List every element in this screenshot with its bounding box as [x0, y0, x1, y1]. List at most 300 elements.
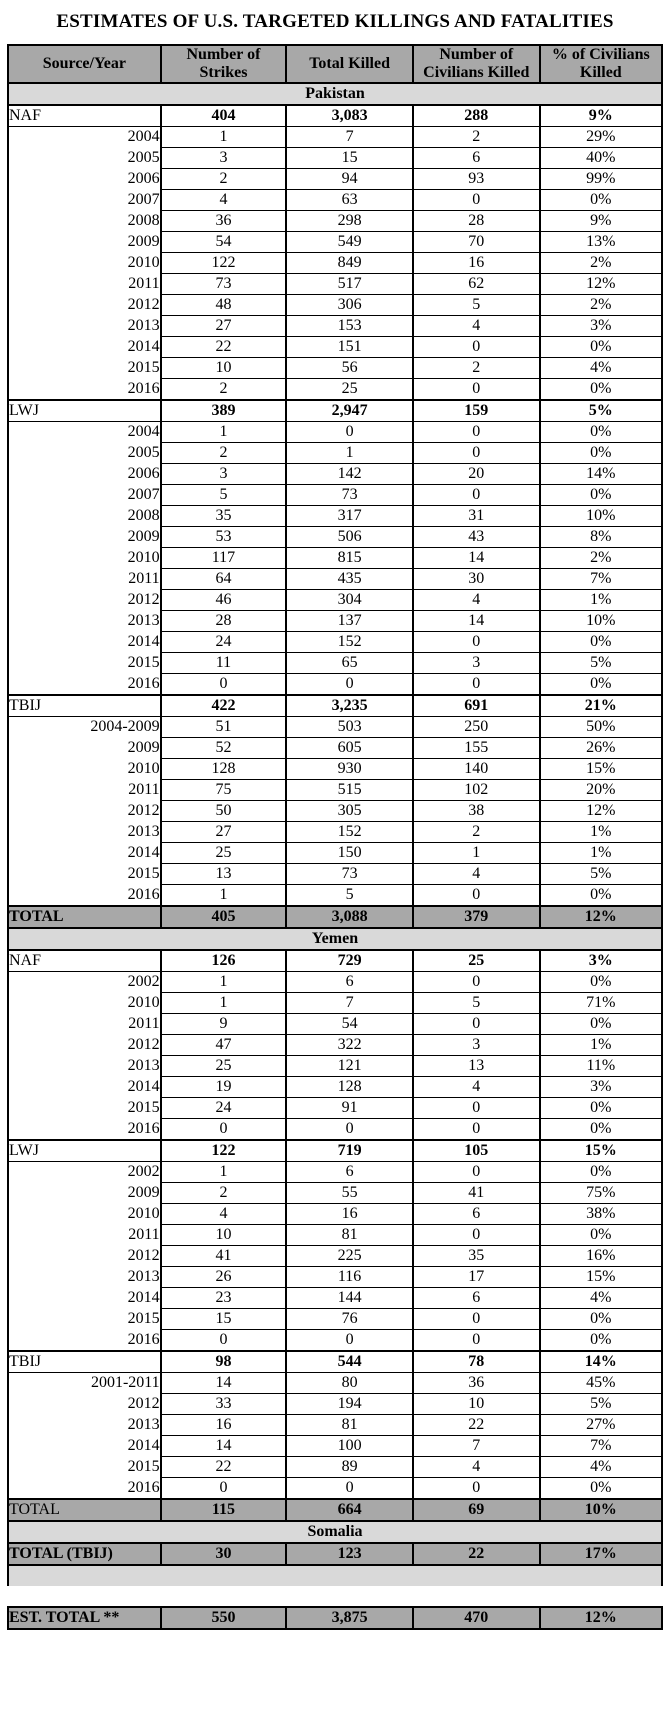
data-cell: 0 [413, 1014, 540, 1035]
source-label: LWJ [8, 400, 161, 422]
data-cell: 15 [286, 148, 413, 169]
table-row [8, 295, 662, 316]
data-cell: 71% [540, 993, 662, 1014]
data-cell: 3 [161, 148, 287, 169]
data-cell: 2% [540, 548, 662, 569]
data-cell: 4 [161, 1204, 287, 1225]
data-cell: 4% [540, 1457, 662, 1478]
year-label: 2015 [8, 1457, 161, 1478]
table-row [8, 759, 662, 780]
source-summary-row [8, 950, 662, 972]
data-cell: 137 [286, 611, 413, 632]
data-cell: 11% [540, 1056, 662, 1077]
source-label: TBIJ [8, 695, 161, 717]
data-cell: 2 [161, 169, 287, 190]
year-label: 2012 [8, 295, 161, 316]
year-label: 2013 [8, 1056, 161, 1077]
summary-cell: 25 [413, 950, 540, 972]
summary-cell: 78 [413, 1351, 540, 1373]
year-label: 2004 [8, 127, 161, 148]
data-cell: 4% [540, 358, 662, 379]
data-cell: 930 [286, 759, 413, 780]
year-label: 2010 [8, 253, 161, 274]
table-row [8, 1204, 662, 1225]
data-cell: 0 [161, 1119, 287, 1141]
data-cell: 48 [161, 295, 287, 316]
data-cell: 73 [286, 485, 413, 506]
data-cell: 16 [161, 1415, 287, 1436]
data-cell: 27 [161, 316, 287, 337]
data-cell: 14 [161, 1436, 287, 1457]
data-cell: 0% [540, 632, 662, 653]
data-cell: 605 [286, 738, 413, 759]
summary-cell: 729 [286, 950, 413, 972]
data-cell: 3 [161, 464, 287, 485]
table-row [8, 822, 662, 843]
column-header: Total Killed [286, 45, 413, 83]
year-label: 2014 [8, 1436, 161, 1457]
total-cell: 30 [161, 1543, 287, 1565]
total-cell: 69 [413, 1499, 540, 1521]
source-label: NAF [8, 950, 161, 972]
data-cell: 0% [540, 443, 662, 464]
year-label: 2005 [8, 148, 161, 169]
source-label: LWJ [8, 1140, 161, 1162]
data-cell: 23 [161, 1288, 287, 1309]
grand-total-cell: 12% [540, 1607, 662, 1629]
summary-cell: 126 [161, 950, 287, 972]
data-cell: 89 [286, 1457, 413, 1478]
data-cell: 10 [161, 358, 287, 379]
data-cell: 1 [161, 972, 287, 993]
data-cell: 155 [413, 738, 540, 759]
data-cell: 54 [161, 232, 287, 253]
table-row [8, 653, 662, 674]
data-cell: 4 [413, 590, 540, 611]
total-row [8, 1543, 662, 1565]
table-row [8, 1035, 662, 1056]
data-cell: 19 [161, 1077, 287, 1098]
data-cell: 0% [540, 1119, 662, 1141]
year-label: 2011 [8, 1225, 161, 1246]
summary-cell: 5% [540, 400, 662, 422]
data-cell: 5 [286, 885, 413, 907]
data-cell: 0 [286, 1330, 413, 1352]
source-label: TBIJ [8, 1351, 161, 1373]
data-cell: 9% [540, 211, 662, 232]
spacer-cell [8, 1565, 662, 1586]
data-cell: 35 [161, 506, 287, 527]
data-cell: 1 [286, 443, 413, 464]
data-cell: 22 [413, 1415, 540, 1436]
gap-cell [8, 1586, 662, 1607]
table-row [8, 569, 662, 590]
data-cell: 5 [413, 993, 540, 1014]
data-cell: 1 [161, 127, 287, 148]
data-cell: 94 [286, 169, 413, 190]
year-label: 2016 [8, 379, 161, 401]
table-row [8, 253, 662, 274]
year-label: 2006 [8, 464, 161, 485]
data-cell: 4% [540, 1288, 662, 1309]
data-cell: 128 [161, 759, 287, 780]
table-row [8, 190, 662, 211]
data-cell: 0 [161, 1478, 287, 1500]
data-cell: 0% [540, 1225, 662, 1246]
data-cell: 54 [286, 1014, 413, 1035]
data-cell: 140 [413, 759, 540, 780]
data-cell: 2% [540, 295, 662, 316]
summary-cell: 404 [161, 105, 287, 127]
data-cell: 6 [286, 1162, 413, 1183]
data-cell: 81 [286, 1225, 413, 1246]
summary-cell: 21% [540, 695, 662, 717]
total-cell: 115 [161, 1499, 287, 1521]
data-cell: 0 [413, 337, 540, 358]
data-cell: 2 [161, 443, 287, 464]
source-summary-row [8, 400, 662, 422]
year-label: 2010 [8, 1204, 161, 1225]
summary-cell: 122 [161, 1140, 287, 1162]
summary-cell: 422 [161, 695, 287, 717]
table-row [8, 1183, 662, 1204]
data-cell: 93 [413, 169, 540, 190]
table-row [8, 717, 662, 738]
data-cell: 2% [540, 253, 662, 274]
data-cell: 194 [286, 1394, 413, 1415]
year-label: 2015 [8, 653, 161, 674]
data-cell: 0 [413, 885, 540, 907]
data-cell: 0% [540, 1162, 662, 1183]
data-cell: 317 [286, 506, 413, 527]
data-cell: 41 [161, 1246, 287, 1267]
data-cell: 38 [413, 801, 540, 822]
total-cell: 664 [286, 1499, 413, 1521]
data-cell: 63 [286, 190, 413, 211]
summary-cell: 105 [413, 1140, 540, 1162]
year-label: 2016 [8, 1478, 161, 1500]
data-cell: 36 [161, 211, 287, 232]
grand-total-row [8, 1607, 662, 1629]
summary-cell: 3,083 [286, 105, 413, 127]
total-row [8, 906, 662, 928]
table-row [8, 485, 662, 506]
data-cell: 7% [540, 569, 662, 590]
year-label: 2004 [8, 422, 161, 443]
data-cell: 0 [286, 674, 413, 696]
table-row [8, 801, 662, 822]
data-cell: 14% [540, 464, 662, 485]
data-cell: 517 [286, 274, 413, 295]
data-cell: 99% [540, 169, 662, 190]
data-cell: 50 [161, 801, 287, 822]
data-cell: 50% [540, 717, 662, 738]
summary-cell: 9% [540, 105, 662, 127]
grand-total-cell: 550 [161, 1607, 287, 1629]
data-cell: 4 [413, 1077, 540, 1098]
data-cell: 38% [540, 1204, 662, 1225]
data-cell: 304 [286, 590, 413, 611]
data-cell: 27% [540, 1415, 662, 1436]
year-label: 2008 [8, 506, 161, 527]
data-cell: 121 [286, 1056, 413, 1077]
data-cell: 15% [540, 759, 662, 780]
data-cell: 153 [286, 316, 413, 337]
data-cell: 1 [161, 1162, 287, 1183]
data-cell: 4 [413, 316, 540, 337]
table-row [8, 993, 662, 1014]
summary-cell: 15% [540, 1140, 662, 1162]
data-cell: 0 [286, 422, 413, 443]
data-cell: 0% [540, 1478, 662, 1500]
source-summary-row [8, 1140, 662, 1162]
data-cell: 0 [413, 1098, 540, 1119]
data-cell: 0% [540, 972, 662, 993]
year-label: 2004-2009 [8, 717, 161, 738]
table-row [8, 548, 662, 569]
data-cell: 12% [540, 801, 662, 822]
data-cell: 64 [161, 569, 287, 590]
data-cell: 51 [161, 717, 287, 738]
data-cell: 152 [286, 822, 413, 843]
summary-cell: 691 [413, 695, 540, 717]
data-cell: 4 [161, 190, 287, 211]
year-label: 2009 [8, 1183, 161, 1204]
summary-cell: 389 [161, 400, 287, 422]
year-label: 2009 [8, 232, 161, 253]
data-cell: 29% [540, 127, 662, 148]
summary-cell: 544 [286, 1351, 413, 1373]
data-cell: 0% [540, 379, 662, 401]
data-cell: 14 [413, 611, 540, 632]
data-cell: 5% [540, 1394, 662, 1415]
grand-total-cell: 470 [413, 1607, 540, 1629]
year-label: 2009 [8, 527, 161, 548]
table-row [8, 972, 662, 993]
data-cell: 10% [540, 611, 662, 632]
table-row [8, 1288, 662, 1309]
year-label: 2001-2011 [8, 1373, 161, 1394]
table-row [8, 337, 662, 358]
data-cell: 15% [540, 1267, 662, 1288]
section-header-row [8, 1521, 662, 1543]
total-label: TOTAL [8, 906, 161, 928]
data-cell: 0 [413, 485, 540, 506]
year-label: 2002 [8, 972, 161, 993]
year-label: 2012 [8, 1394, 161, 1415]
year-label: 2014 [8, 632, 161, 653]
table-row [8, 1478, 662, 1500]
year-label: 2010 [8, 548, 161, 569]
data-cell: 4 [413, 864, 540, 885]
data-cell: 13 [161, 864, 287, 885]
grand-total-label: EST. TOTAL ** [8, 1607, 161, 1629]
data-cell: 25 [161, 1056, 287, 1077]
data-cell: 0 [161, 674, 287, 696]
data-cell: 36 [413, 1373, 540, 1394]
data-cell: 0 [413, 1225, 540, 1246]
table-row [8, 169, 662, 190]
table-row [8, 611, 662, 632]
table-row [8, 843, 662, 864]
year-label: 2014 [8, 1288, 161, 1309]
year-label: 2014 [8, 337, 161, 358]
total-cell: 22 [413, 1543, 540, 1565]
data-cell: 27 [161, 822, 287, 843]
data-cell: 3% [540, 1077, 662, 1098]
data-cell: 25 [286, 379, 413, 401]
table-row [8, 1267, 662, 1288]
summary-cell: 3,235 [286, 695, 413, 717]
data-cell: 815 [286, 548, 413, 569]
data-cell: 75% [540, 1183, 662, 1204]
column-header: Number of Civilians Killed [413, 45, 540, 83]
data-cell: 1 [161, 422, 287, 443]
data-cell: 435 [286, 569, 413, 590]
data-cell: 24 [161, 632, 287, 653]
data-cell: 305 [286, 801, 413, 822]
data-cell: 0% [540, 1309, 662, 1330]
data-cell: 549 [286, 232, 413, 253]
summary-cell: 2,947 [286, 400, 413, 422]
estimates-table [7, 44, 663, 1630]
data-cell: 26 [161, 1267, 287, 1288]
year-label: 2013 [8, 611, 161, 632]
data-cell: 31 [413, 506, 540, 527]
year-label: 2016 [8, 674, 161, 696]
data-cell: 122 [161, 253, 287, 274]
data-cell: 0 [413, 972, 540, 993]
source-summary-row [8, 105, 662, 127]
table-row [8, 1373, 662, 1394]
data-cell: 6 [413, 148, 540, 169]
data-cell: 0 [413, 674, 540, 696]
data-cell: 25 [161, 843, 287, 864]
data-cell: 46 [161, 590, 287, 611]
spacer-row [8, 1565, 662, 1586]
data-cell: 6 [413, 1204, 540, 1225]
year-label: 2012 [8, 1035, 161, 1056]
data-cell: 0 [413, 632, 540, 653]
data-cell: 12% [540, 274, 662, 295]
data-cell: 33 [161, 1394, 287, 1415]
year-label: 2010 [8, 993, 161, 1014]
data-cell: 56 [286, 358, 413, 379]
data-cell: 11 [161, 653, 287, 674]
data-cell: 503 [286, 717, 413, 738]
data-cell: 15 [161, 1309, 287, 1330]
data-cell: 53 [161, 527, 287, 548]
data-cell: 10% [540, 506, 662, 527]
total-cell: 3,088 [286, 906, 413, 928]
data-cell: 3% [540, 316, 662, 337]
data-cell: 0 [413, 1478, 540, 1500]
data-cell: 0% [540, 1330, 662, 1352]
table-row [8, 738, 662, 759]
year-label: 2015 [8, 358, 161, 379]
data-cell: 10 [161, 1225, 287, 1246]
table-row [8, 148, 662, 169]
total-label: TOTAL [8, 1499, 161, 1521]
year-label: 2016 [8, 1119, 161, 1141]
data-cell: 225 [286, 1246, 413, 1267]
data-cell: 0% [540, 422, 662, 443]
data-cell: 0 [413, 1119, 540, 1141]
year-label: 2011 [8, 780, 161, 801]
grand-total-cell: 3,875 [286, 1607, 413, 1629]
data-cell: 0 [413, 1309, 540, 1330]
year-label: 2011 [8, 569, 161, 590]
table-row [8, 864, 662, 885]
summary-cell: 719 [286, 1140, 413, 1162]
data-cell: 117 [161, 548, 287, 569]
year-label: 2006 [8, 169, 161, 190]
total-label: TOTAL (TBIJ) [8, 1543, 161, 1565]
data-cell: 22 [161, 1457, 287, 1478]
year-label: 2013 [8, 1415, 161, 1436]
data-cell: 1% [540, 590, 662, 611]
data-cell: 2 [413, 822, 540, 843]
data-cell: 14 [413, 548, 540, 569]
table-row [8, 885, 662, 907]
data-cell: 0% [540, 337, 662, 358]
data-cell: 16 [413, 253, 540, 274]
data-cell: 13% [540, 232, 662, 253]
column-header: Source/Year [8, 45, 161, 83]
table-row [8, 1014, 662, 1035]
data-cell: 0% [540, 885, 662, 907]
year-label: 2016 [8, 1330, 161, 1352]
section-title: Somalia [8, 1521, 662, 1543]
source-summary-row [8, 1351, 662, 1373]
data-cell: 1% [540, 843, 662, 864]
data-cell: 1 [161, 885, 287, 907]
table-row [8, 1246, 662, 1267]
data-cell: 1 [161, 993, 287, 1014]
table-row [8, 379, 662, 401]
table-row [8, 443, 662, 464]
year-label: 2011 [8, 1014, 161, 1035]
data-cell: 2 [161, 379, 287, 401]
column-header: % of Civilians Killed [540, 45, 662, 83]
data-cell: 2 [413, 358, 540, 379]
data-cell: 47 [161, 1035, 287, 1056]
data-cell: 6 [286, 972, 413, 993]
year-label: 2012 [8, 590, 161, 611]
table-row [8, 1436, 662, 1457]
data-cell: 298 [286, 211, 413, 232]
data-cell: 144 [286, 1288, 413, 1309]
table-body [8, 83, 662, 1629]
data-cell: 0 [161, 1330, 287, 1352]
data-cell: 16 [286, 1204, 413, 1225]
year-label: 2015 [8, 1098, 161, 1119]
year-label: 2009 [8, 738, 161, 759]
table-row [8, 274, 662, 295]
year-label: 2007 [8, 485, 161, 506]
year-label: 2016 [8, 885, 161, 907]
data-cell: 506 [286, 527, 413, 548]
year-label: 2015 [8, 864, 161, 885]
total-row [8, 1499, 662, 1521]
data-cell: 128 [286, 1077, 413, 1098]
year-label: 2007 [8, 190, 161, 211]
section-header-row [8, 928, 662, 950]
source-summary-row [8, 695, 662, 717]
year-label: 2013 [8, 1267, 161, 1288]
table-row [8, 1162, 662, 1183]
column-header: Number of Strikes [161, 45, 287, 83]
